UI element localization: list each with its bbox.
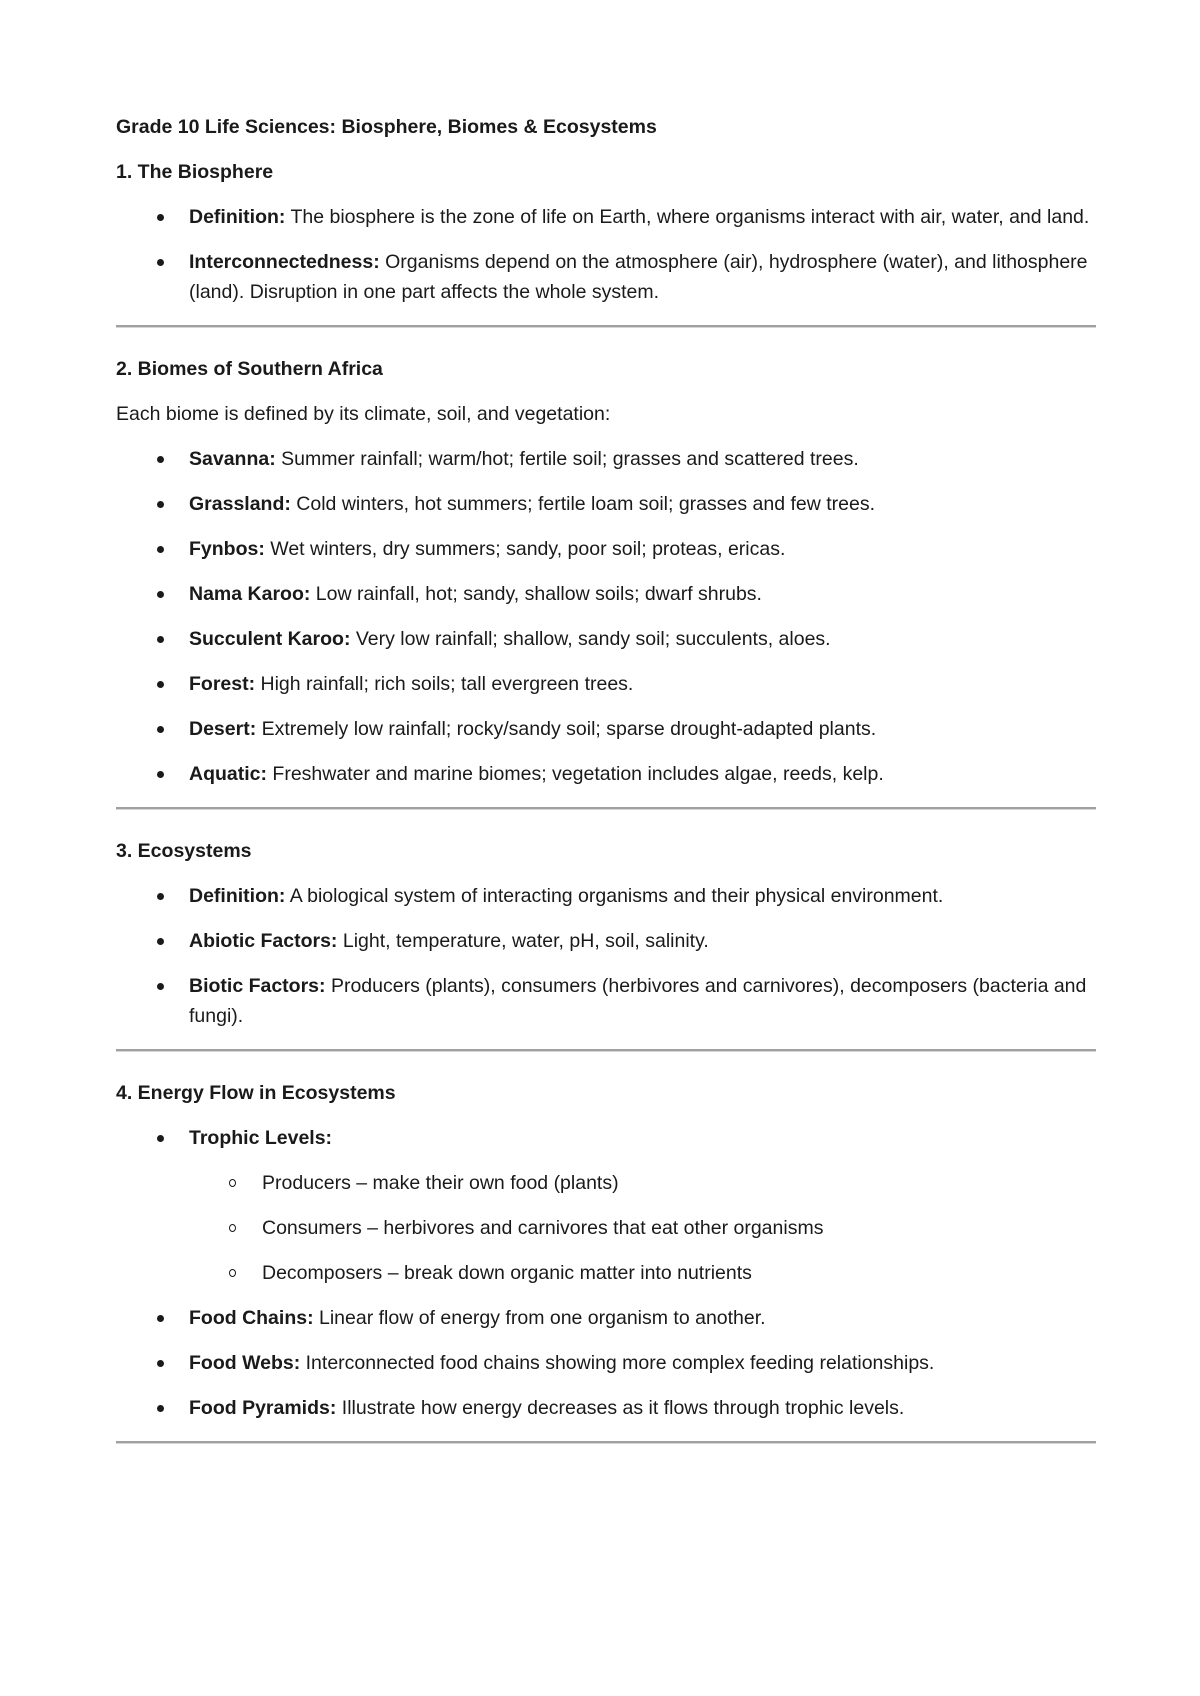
item-term: Nama Karoo:: [189, 583, 311, 605]
item-text: Organisms depend on the atmosphere (air), hydrosphere (water), and lithosphere (land). Disruption in one part affects the whole system.: [189, 251, 1088, 303]
list-item: [116, 534, 1096, 564]
item-term: Food Webs:: [189, 1352, 301, 1374]
item-term: Interconnectedness:: [189, 251, 380, 273]
list-item: [116, 444, 1096, 474]
sub-item-text: Producers – make their own food (plants): [262, 1172, 619, 1194]
list-item: [116, 489, 1096, 519]
bullet-icon: [157, 726, 164, 733]
item-term: Desert:: [189, 718, 257, 740]
item-text: Illustrate how energy decreases as it flows through trophic levels.: [336, 1397, 905, 1419]
list-item: [116, 247, 1096, 307]
item-text: Interconnected food chains showing more complex feeding relationships.: [300, 1352, 935, 1374]
bullet-icon: [157, 456, 164, 463]
sub-list: [189, 1168, 1096, 1288]
list-item: [116, 714, 1096, 744]
item-term: Fynbos:: [189, 538, 265, 560]
horizontal-divider: [116, 1441, 1096, 1444]
item-term: Food Pyramids:: [189, 1397, 337, 1419]
sub-list-item: [189, 1213, 1096, 1243]
list-item: [116, 624, 1096, 654]
item-term: Trophic Levels:: [189, 1127, 333, 1149]
list-item: [116, 1303, 1096, 1333]
bullet-icon: [157, 636, 164, 643]
item-text: A biological system of interacting organisms and their physical environment.: [285, 885, 944, 907]
horizontal-divider: [116, 1049, 1096, 1052]
sub-item-text: Decomposers – break down organic matter into nutrients: [262, 1262, 752, 1284]
item-text: Summer rainfall; warm/hot; fertile soil; grasses and scattered trees.: [275, 448, 859, 470]
bullet-list: [116, 1123, 1096, 1423]
section-ecosystems: [116, 836, 1096, 1031]
item-term: Succulent Karoo:: [189, 628, 351, 650]
horizontal-divider: [116, 807, 1096, 810]
bullet-icon: [157, 546, 164, 553]
bullet-icon: [157, 1405, 164, 1412]
item-text: Freshwater and marine biomes; vegetation includes algae, reeds, kelp.: [267, 763, 884, 785]
list-item: [116, 759, 1096, 789]
sub-list-item: [189, 1168, 1096, 1198]
bullet-icon: [157, 591, 164, 598]
list-item: [116, 881, 1096, 911]
bullet-icon: [157, 501, 164, 508]
hollow-bullet-icon: [229, 1269, 236, 1277]
bullet-list: [116, 202, 1096, 307]
bullet-icon: [157, 893, 164, 900]
bullet-icon: [157, 1315, 164, 1322]
item-term: Abiotic Factors:: [189, 930, 338, 952]
document-page: [116, 112, 1096, 1470]
bullet-icon: [157, 1360, 164, 1367]
bullet-icon: [157, 938, 164, 945]
bullet-icon: [157, 983, 164, 990]
item-text: Low rainfall, hot; sandy, shallow soils; dwarf shrubs.: [310, 583, 762, 605]
list-item: [116, 669, 1096, 699]
item-term: Forest:: [189, 673, 256, 695]
list-item: [116, 971, 1096, 1031]
section-heading: 2. Biomes of Southern Africa: [116, 358, 383, 380]
item-text: Extremely low rainfall; rocky/sandy soil; sparse drought-adapted plants.: [256, 718, 877, 740]
section-intro: Each biome is defined by its climate, soil, and vegetation:: [116, 403, 611, 425]
sub-item-text: Consumers – herbivores and carnivores that eat other organisms: [262, 1217, 824, 1239]
list-item: [116, 579, 1096, 609]
item-term: Biotic Factors:: [189, 975, 326, 997]
bullet-list: [116, 444, 1096, 789]
hollow-bullet-icon: [229, 1224, 236, 1232]
section-biosphere: [116, 157, 1096, 307]
document-title: Grade 10 Life Sciences: Biosphere, Biomes & Ecosystems: [116, 116, 657, 138]
list-item: [116, 926, 1096, 956]
section-heading: 1. The Biosphere: [116, 161, 274, 183]
sub-list-item: [189, 1258, 1096, 1288]
item-term: Definition:: [189, 206, 286, 228]
list-item: [116, 1123, 1096, 1288]
horizontal-divider: [116, 325, 1096, 328]
item-text: Cold winters, hot summers; fertile loam soil; grasses and few trees.: [290, 493, 876, 515]
bullet-icon: [157, 681, 164, 688]
bullet-icon: [157, 214, 164, 221]
item-text: Linear flow of energy from one organism to another.: [313, 1307, 766, 1329]
item-term: Savanna:: [189, 448, 276, 470]
section-heading: 3. Ecosystems: [116, 840, 252, 862]
item-text: The biosphere is the zone of life on Earth, where organisms interact with air, water, and land.: [285, 206, 1090, 228]
bullet-list: [116, 881, 1096, 1031]
item-text: High rainfall; rich soils; tall evergreen trees.: [255, 673, 634, 695]
item-text: Light, temperature, water, pH, soil, salinity.: [337, 930, 709, 952]
list-item: [116, 1393, 1096, 1423]
list-item: [116, 1348, 1096, 1378]
item-text: Wet winters, dry summers; sandy, poor soil; proteas, ericas.: [264, 538, 786, 560]
item-term: Definition:: [189, 885, 286, 907]
list-item: [116, 202, 1096, 232]
hollow-bullet-icon: [229, 1179, 236, 1187]
bullet-icon: [157, 1135, 164, 1142]
item-term: Food Chains:: [189, 1307, 314, 1329]
section-heading: 4. Energy Flow in Ecosystems: [116, 1082, 396, 1104]
section-energy-flow: [116, 1078, 1096, 1423]
item-term: Aquatic:: [189, 763, 267, 785]
section-biomes: [116, 354, 1096, 789]
item-term: Grassland:: [189, 493, 291, 515]
bullet-icon: [157, 259, 164, 266]
item-text: Producers (plants), consumers (herbivores and carnivores), decomposers (bacteria and fungi).: [189, 975, 1087, 1027]
bullet-icon: [157, 771, 164, 778]
item-text: Very low rainfall; shallow, sandy soil; succulents, aloes.: [350, 628, 831, 650]
